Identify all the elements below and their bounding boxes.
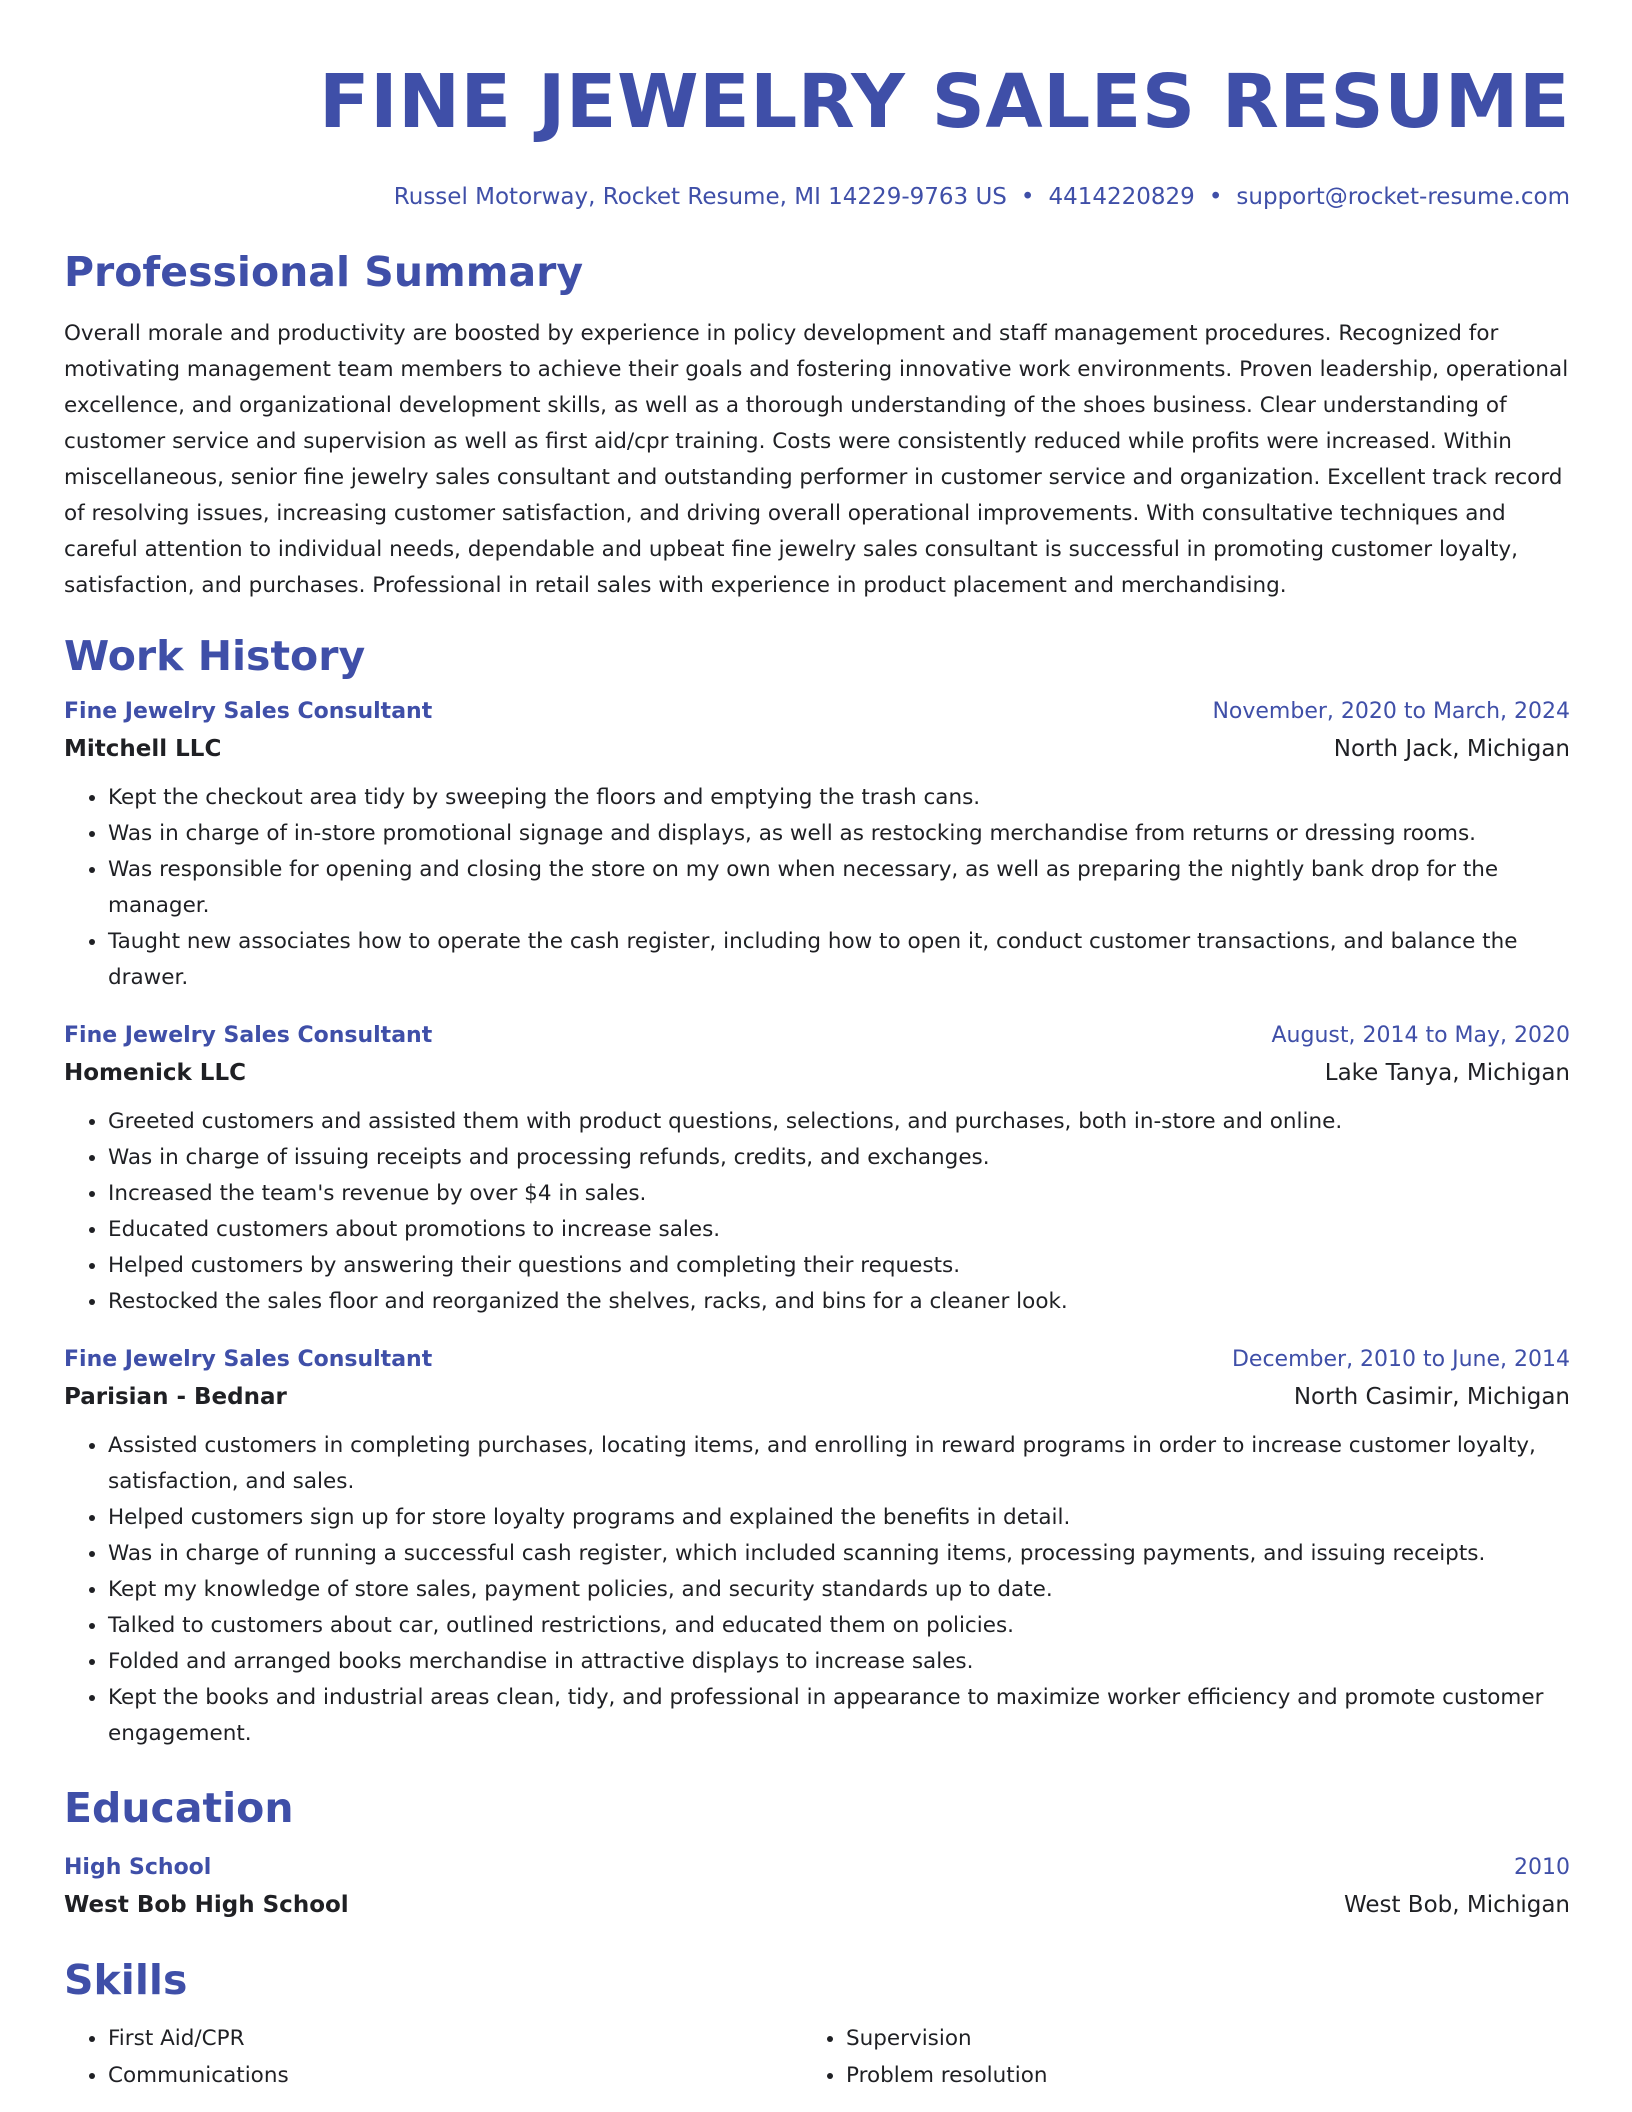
resume-title: FINE JEWELRY SALES RESUME bbox=[319, 59, 1570, 145]
job-location: North Casimir, Michigan bbox=[1293, 1384, 1570, 1410]
contact-separator: • bbox=[1020, 184, 1035, 210]
education-degree: High School bbox=[64, 1855, 212, 1880]
job-bullet: • Was in charge of running a successful cash register, which included scanning items, processing payments, and issuing receipts. bbox=[108, 1536, 1570, 1572]
job-title: Fine Jewelry Sales Consultant bbox=[64, 699, 433, 724]
job-location: North Jack, Michigan bbox=[1333, 736, 1570, 762]
education-location: West Bob, Michigan bbox=[1343, 1892, 1570, 1918]
job-bullet: • Kept my knowledge of store sales, payment policies, and security standards up to date. bbox=[108, 1572, 1570, 1608]
job-title-row bbox=[64, 1342, 1570, 1378]
summary-heading: Professional Summary bbox=[64, 248, 584, 296]
job-bullet: • Was in charge of issuing receipts and processing refunds, credits, and exchanges. bbox=[108, 1140, 1570, 1176]
education-entry bbox=[64, 1850, 1570, 1924]
job-company-row bbox=[64, 1378, 1570, 1416]
skills-column-right bbox=[802, 2020, 1540, 2094]
skill-item: • Supervision bbox=[846, 2020, 1540, 2057]
job-bullet: • Talked to customers about car, outlined restrictions, and educated them on policies. bbox=[108, 1608, 1570, 1644]
job-bullets bbox=[64, 1428, 1570, 1752]
job-title-row bbox=[64, 1018, 1570, 1054]
contact-email: support@rocket-resume.com bbox=[1236, 184, 1570, 210]
job-title: Fine Jewelry Sales Consultant bbox=[64, 1347, 433, 1372]
job-bullet: • Restocked the sales floor and reorganized the shelves, racks, and bins for a cleaner look. bbox=[108, 1284, 1570, 1320]
job-bullet: • Greeted customers and assisted them with product questions, selections, and purchases, both in-store and online. bbox=[108, 1104, 1570, 1140]
skills-column-left bbox=[64, 2020, 802, 2094]
contact-phone: 4414220829 bbox=[1048, 184, 1195, 210]
job-bullet: • Was in charge of in-store promotional signage and displays, as well as restocking merchandise from returns or dressing rooms. bbox=[108, 816, 1570, 852]
job-company-row bbox=[64, 1054, 1570, 1092]
job-bullet: • Taught new associates how to operate the cash register, including how to open it, conduct customer transactions, and balance the drawer. bbox=[108, 924, 1570, 996]
job-bullet: • Kept the checkout area tidy by sweeping the floors and emptying the trash cans. bbox=[108, 780, 1570, 816]
job-bullet: • Helped customers sign up for store loyalty programs and explained the benefits in detail. bbox=[108, 1500, 1570, 1536]
job-dates: December, 2010 to June, 2014 bbox=[1231, 1347, 1570, 1372]
education-school: West Bob High School bbox=[64, 1892, 349, 1918]
job-bullets bbox=[64, 1104, 1570, 1320]
education-heading: Education bbox=[64, 1784, 294, 1832]
education-degree-row bbox=[64, 1850, 1570, 1886]
skill-item: • Communications bbox=[108, 2057, 802, 2094]
education-year: 2010 bbox=[1514, 1855, 1570, 1880]
education-school-row bbox=[64, 1886, 1570, 1924]
job-title-row bbox=[64, 694, 1570, 730]
job-bullet: • Educated customers about promotions to increase sales. bbox=[108, 1212, 1570, 1248]
skills-list bbox=[64, 2020, 1570, 2094]
summary-text: Overall morale and productivity are boosted by experience in policy development and staff management procedures. Recognized for motivating management team members to achieve their goals and fostering innovative work environments. Proven leadership, operational excellence, and organizational development skills, as well as a thorough understanding of the shoes business. Clear understanding of customer service and supervision as well as first aid/cpr training. Costs were consistently reduced while profits were increased. Within miscellaneous, senior fine jewelry sales consultant and outstanding performer in customer service and organization. Excellent track record of resolving issues, increasing customer satisfaction, and driving overall operational improvements. With consultative techniques and careful attention to individual needs, dependable and upbeat fine jewelry sales consultant is successful in promoting customer loyalty, satisfaction, and purchases. Professional in retail sales with experience in product placement and merchandising. bbox=[64, 321, 1569, 598]
job-company-row bbox=[64, 730, 1570, 768]
job-entry bbox=[64, 1018, 1570, 1320]
skills-heading: Skills bbox=[64, 1956, 188, 2004]
skill-item: • First Aid/CPR bbox=[108, 2020, 802, 2057]
job-bullet: • Helped customers by answering their questions and completing their requests. bbox=[108, 1248, 1570, 1284]
job-bullet: • Folded and arranged books merchandise in attractive displays to increase sales. bbox=[108, 1644, 1570, 1680]
job-company: Homenick LLC bbox=[64, 1060, 247, 1086]
contact-address: Russel Motorway, Rocket Resume, MI 14229-9763 US bbox=[393, 184, 1007, 210]
job-bullet: • Assisted customers in completing purchases, locating items, and enrolling in reward programs in order to increase customer loyalty, satisfaction, and sales. bbox=[108, 1428, 1570, 1500]
job-entry bbox=[64, 694, 1570, 996]
job-bullet: • Was responsible for opening and closing the store on my own when necessary, as well as preparing the nightly bank drop for the manager. bbox=[108, 852, 1570, 924]
job-company: Mitchell LLC bbox=[64, 736, 222, 762]
job-title: Fine Jewelry Sales Consultant bbox=[64, 1023, 433, 1048]
job-bullet: • Kept the books and industrial areas clean, tidy, and professional in appearance to maximize worker efficiency and promote customer engagement. bbox=[108, 1680, 1570, 1752]
job-dates: August, 2014 to May, 2020 bbox=[1271, 1023, 1570, 1048]
skill-item: • Problem resolution bbox=[846, 2057, 1540, 2094]
job-bullets bbox=[64, 780, 1570, 996]
contact-line bbox=[64, 180, 1570, 214]
job-entry bbox=[64, 1342, 1570, 1752]
job-bullet: • Increased the team's revenue by over $4 in sales. bbox=[108, 1176, 1570, 1212]
job-company: Parisian - Bednar bbox=[64, 1384, 287, 1410]
contact-separator: • bbox=[1208, 184, 1223, 210]
work-history-heading: Work History bbox=[64, 632, 366, 680]
job-dates: November, 2020 to March, 2024 bbox=[1212, 699, 1570, 724]
job-location: Lake Tanya, Michigan bbox=[1324, 1060, 1570, 1086]
